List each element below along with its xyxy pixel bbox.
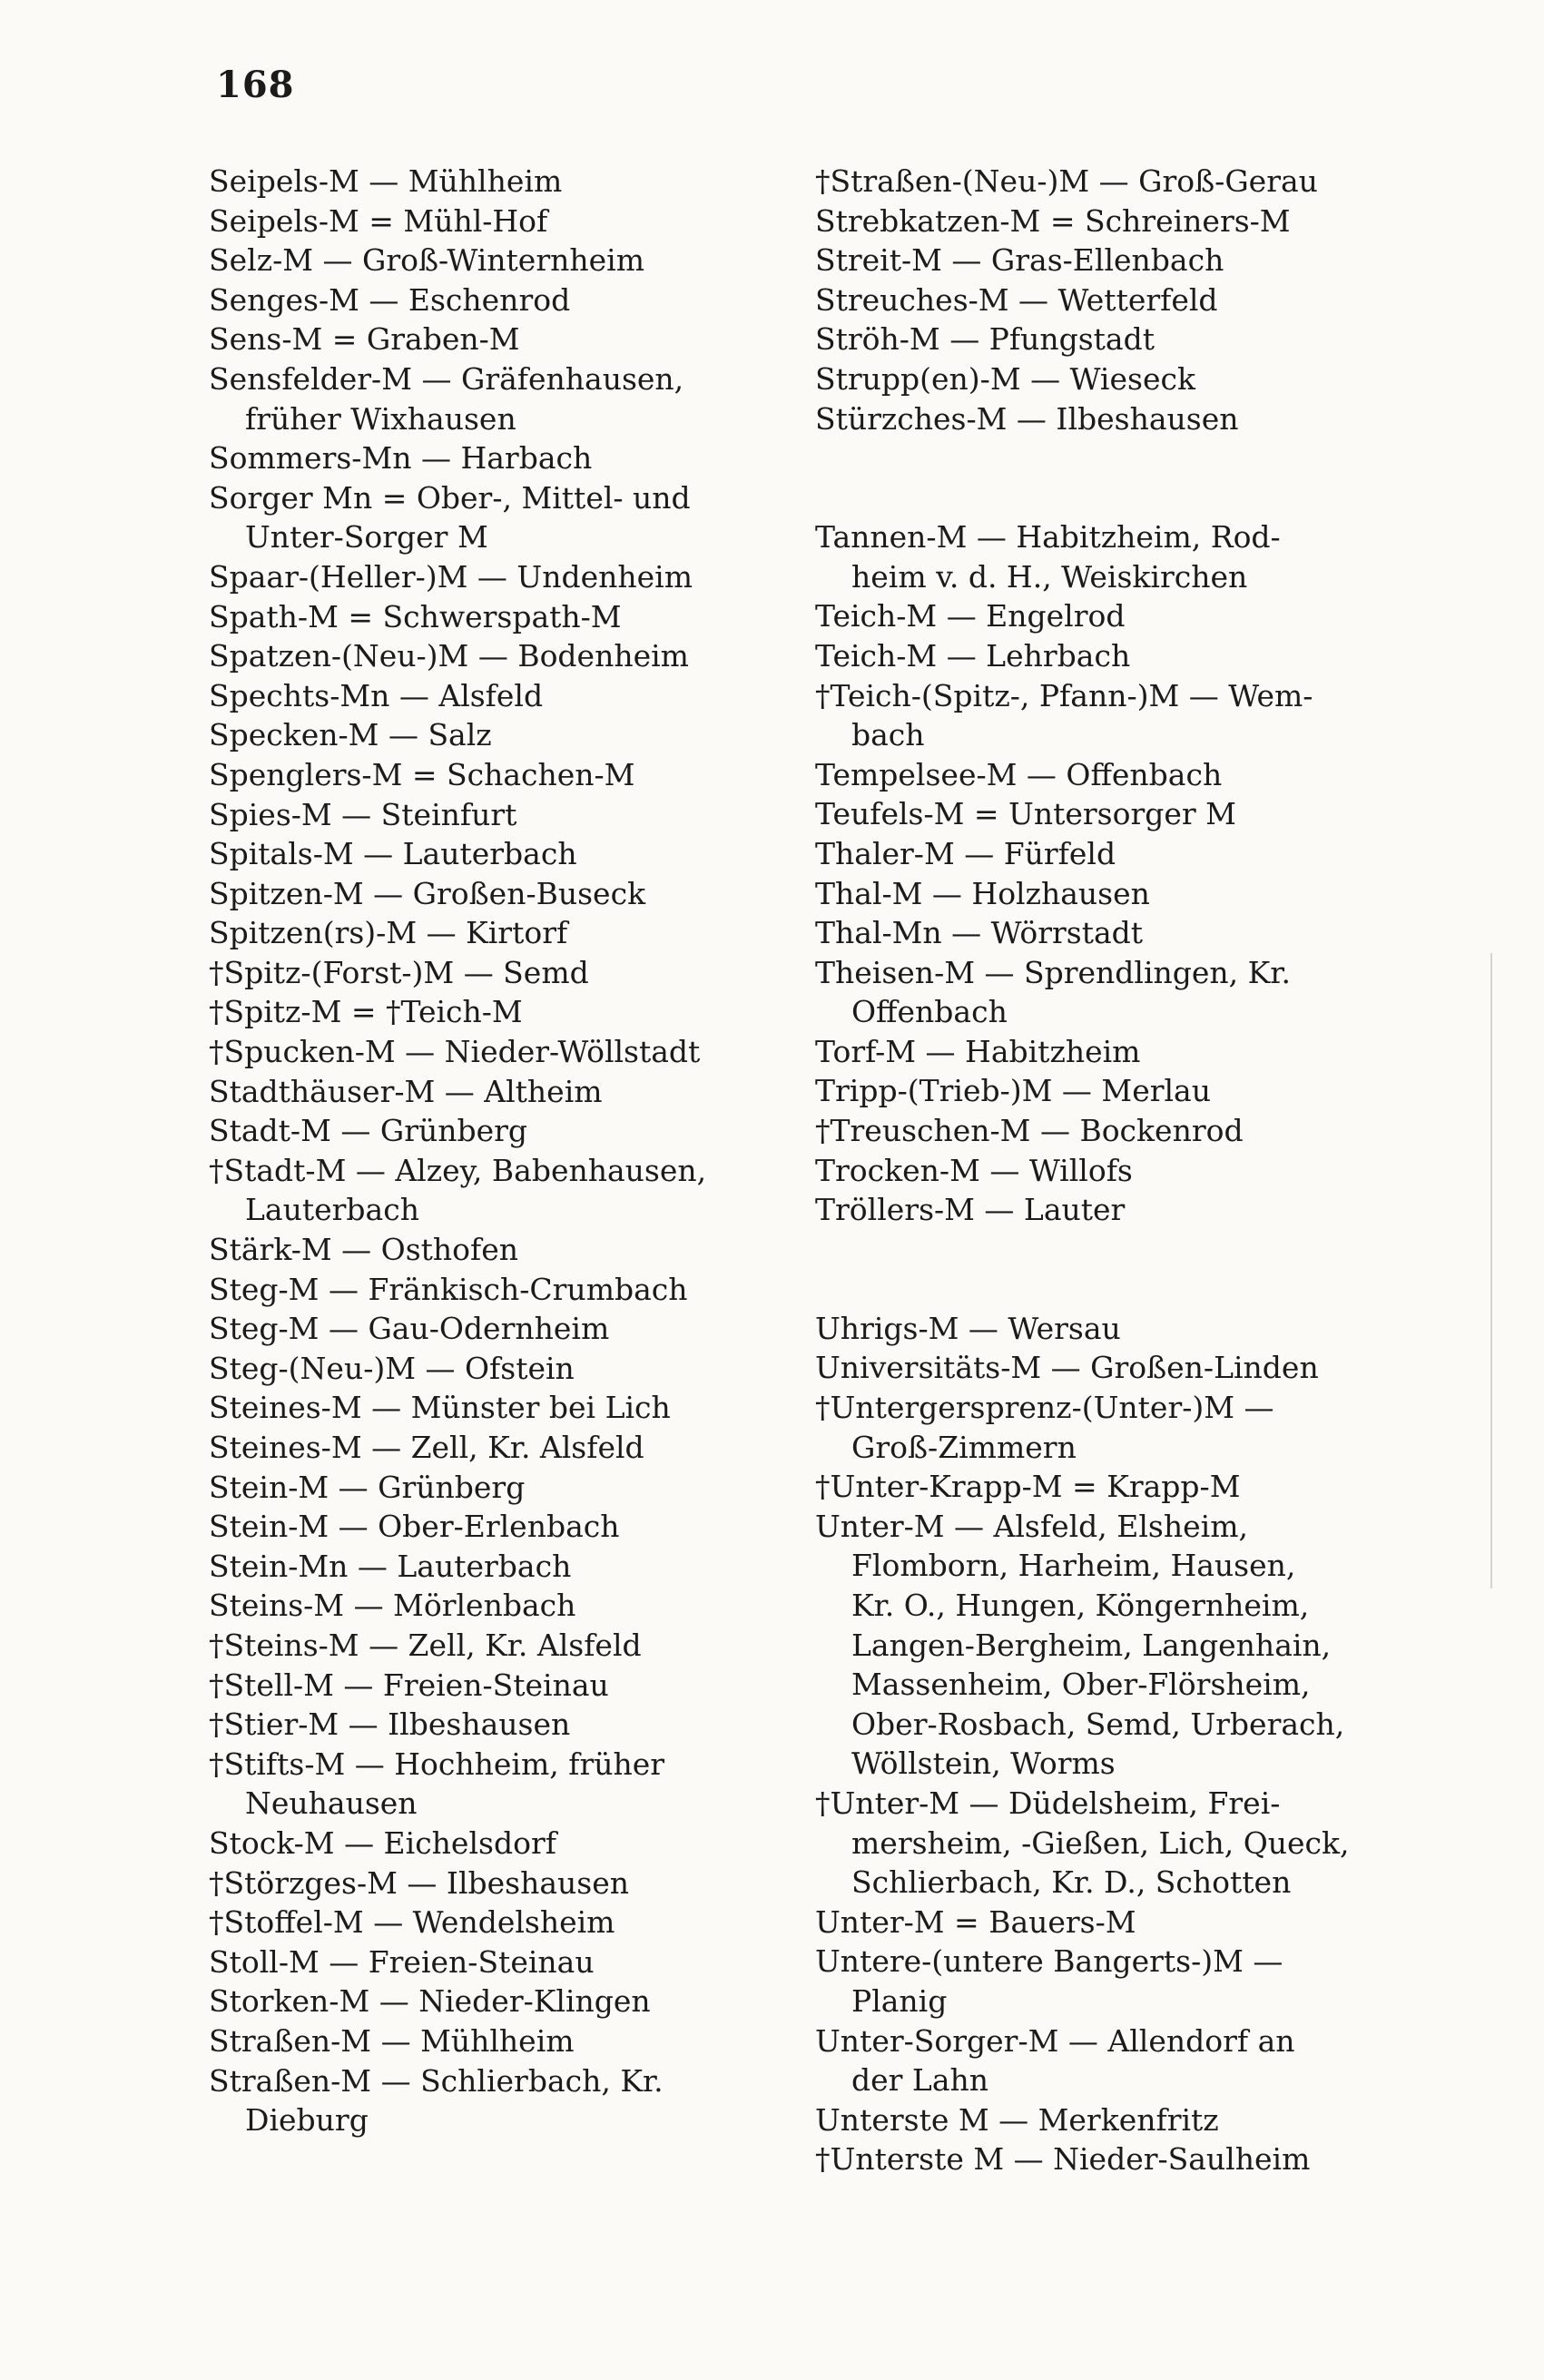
dictionary-entry: †Stell-M — Freien-Steinau — [209, 1667, 609, 1703]
dictionary-entry: Unter-M — Alsfeld, Elsheim, — [815, 1508, 1248, 1544]
left-column — [209, 162, 772, 2140]
dictionary-entry: †Stifts-M — Hochheim, früher — [209, 1746, 665, 1782]
dictionary-entry: Steg-(Neu-)M — Ofstein — [209, 1350, 575, 1386]
dictionary-entry: Straßen-M — Mühlheim — [209, 2022, 575, 2059]
dictionary-entry: Streuches-M — Wetterfeld — [815, 281, 1218, 318]
dictionary-entry: Stein-Mn — Lauterbach — [209, 1548, 572, 1584]
dictionary-entry: Spenglers-M = Schachen-M — [209, 756, 635, 792]
dictionary-entry: Stein-M — Ober-Erlenbach — [209, 1509, 620, 1545]
entry-continuation: mersheim, -Gießen, Lich, Queck, — [851, 1824, 1350, 1861]
dictionary-entry: Teich-M — Lehrbach — [815, 637, 1131, 674]
entry-continuation: Massenheim, Ober-Flörsheim, — [851, 1667, 1311, 1703]
entry-continuation: der Lahn — [851, 2062, 989, 2099]
dictionary-entry: Specken-M — Salz — [209, 717, 492, 753]
entry-continuation: heim v. d. H., Weiskirchen — [851, 558, 1248, 595]
entry-continuation: Wöllstein, Worms — [851, 1746, 1116, 1782]
dictionary-entry: †Stadt-M — Alzey, Babenhausen, — [209, 1152, 707, 1188]
dictionary-entry: Spies-M — Steinfurt — [209, 796, 517, 832]
dictionary-entry: Senges-M — Eschenrod — [209, 281, 571, 318]
dictionary-entry: Stadthäuser-M — Altheim — [209, 1073, 603, 1109]
dictionary-entry: Teich-M — Engelrod — [815, 598, 1126, 634]
entry-continuation: Dieburg — [245, 2102, 369, 2139]
dictionary-entry: Tröllers-M — Lauter — [815, 1192, 1126, 1228]
dictionary-entry: Stärk-M — Osthofen — [209, 1232, 519, 1268]
entry-continuation: Lauterbach — [245, 1192, 419, 1228]
dictionary-entry: Thal-M — Holzhausen — [815, 875, 1150, 911]
dictionary-entry: Stein-M — Grünberg — [209, 1469, 526, 1505]
dictionary-entry: Spatzen-(Neu-)M — Bodenheim — [209, 638, 689, 674]
dictionary-entry: †Spucken-M — Nieder-Wöllstadt — [209, 1034, 701, 1070]
dictionary-entry: Spitals-M — Lauterbach — [209, 836, 577, 872]
entry-continuation: Planig — [851, 1982, 948, 2019]
dictionary-entry: Unterste M — Merkenfritz — [815, 2101, 1219, 2138]
group-divider — [815, 1230, 1392, 1309]
dictionary-entry: Torf-M — Habitzheim — [815, 1033, 1141, 1069]
dictionary-entry: Sensfelder-M — Gräfenhausen, — [209, 360, 684, 397]
entry-group-s — [815, 162, 1392, 438]
entry-continuation: bach — [851, 717, 925, 753]
dictionary-entry: Steines-M — Münster bei Lich — [209, 1390, 671, 1426]
dictionary-entry: †Teich-(Spitz-, Pfann-)M — Wem- — [815, 677, 1313, 713]
dictionary-entry: Trocken-M — Willofs — [815, 1152, 1133, 1188]
dictionary-entry: Spechts-Mn — Alsfeld — [209, 677, 544, 713]
entry-continuation: Unter-Sorger M — [245, 519, 488, 556]
entry-continuation: Langen-Bergheim, Langenhain, — [851, 1627, 1332, 1663]
entry-continuation: Flomborn, Harheim, Hausen, — [851, 1548, 1296, 1584]
entry-continuation: Ober-Rosbach, Semd, Urberach, — [851, 1706, 1345, 1742]
dictionary-entry: Universitäts-M — Großen-Linden — [815, 1350, 1319, 1386]
entry-continuation: Neuhausen — [245, 1785, 418, 1822]
dictionary-entry: Steg-M — Fränkisch-Crumbach — [209, 1271, 688, 1307]
dictionary-entry: †Treuschen-M — Bockenrod — [815, 1113, 1244, 1149]
dictionary-entry: Sorger Mn = Ober-, Mittel- und — [209, 479, 691, 516]
dictionary-entry: Steins-M — Mörlenbach — [209, 1588, 576, 1624]
dictionary-entry: Uhrigs-M — Wersau — [815, 1310, 1121, 1346]
dictionary-entry: †Untergersprenz-(Unter-)M — — [815, 1390, 1274, 1426]
dictionary-entry: Storken-M — Nieder-Klingen — [209, 1983, 651, 2020]
entry-continuation: Groß-Zimmern — [851, 1429, 1077, 1465]
dictionary-entry: Untere-(untere Bangerts-)M — — [815, 1943, 1283, 1980]
dictionary-entry: Spath-M = Schwerspath-M — [209, 598, 622, 634]
dictionary-entry: Seipels-M = Mühl-Hof — [209, 202, 548, 239]
entry-continuation: Schlierbach, Kr. D., Schotten — [851, 1864, 1292, 1901]
dictionary-entry: Tripp-(Trieb-)M — Merlau — [815, 1073, 1211, 1109]
page-number: 168 — [216, 64, 295, 106]
dictionary-entry: Sommers-Mn — Harbach — [209, 440, 593, 477]
entry-group-u — [815, 1309, 1392, 2179]
dictionary-entry: Thal-Mn — Wörrstadt — [815, 915, 1144, 951]
entry-group-t — [815, 517, 1392, 1230]
dictionary-entry: †Stoffel-M — Wendelsheim — [209, 1904, 615, 1941]
dictionary-entry: †Unter-Krapp-M = Krapp-M — [815, 1469, 1241, 1505]
dictionary-entry: Stürzches-M — Ilbeshausen — [815, 400, 1239, 437]
dictionary-entry: Steg-M — Gau-Odernheim — [209, 1311, 610, 1347]
dictionary-entry: Spaar-(Heller-)M — Undenheim — [209, 558, 693, 595]
dictionary-entry: †Straßen-(Neu-)M — Groß-Gerau — [815, 163, 1318, 199]
entry-continuation: früher Wixhausen — [245, 400, 516, 437]
dictionary-entry: Selz-M — Groß-Winternheim — [209, 242, 644, 279]
dictionary-entry: Spitzen-M — Großen-Buseck — [209, 875, 646, 911]
dictionary-entry: Sens-M = Graben-M — [209, 321, 520, 358]
dictionary-entry: Stoll-M — Freien-Steinau — [209, 1943, 595, 1980]
dictionary-entry: Spitzen(rs)-M — Kirtorf — [209, 915, 568, 951]
dictionary-entry: Streit-M — Gras-Ellenbach — [815, 242, 1224, 279]
dictionary-entry: Strebkatzen-M = Schreiners-M — [815, 202, 1291, 239]
dictionary-entry: †Unterste M — Nieder-Saulheim — [815, 2141, 1311, 2178]
right-column — [815, 162, 1392, 2179]
dictionary-entry: †Stier-M — Ilbeshausen — [209, 1706, 571, 1743]
dictionary-entry: Straßen-M — Schlierbach, Kr. — [209, 2062, 664, 2099]
dictionary-entry: †Spitz-(Forst-)M — Semd — [209, 954, 589, 990]
dictionary-entry: Teufels-M = Untersorger M — [815, 796, 1236, 832]
dictionary-entry: †Spitz-M = †Teich-M — [209, 994, 523, 1030]
dictionary-entry: †Unter-M — Düdelsheim, Frei- — [815, 1785, 1281, 1821]
dictionary-entry: Stock-M — Eichelsdorf — [209, 1824, 556, 1861]
dictionary-entry: Stadt-M — Grünberg — [209, 1113, 528, 1149]
dictionary-entry: Steines-M — Zell, Kr. Alsfeld — [209, 1430, 644, 1465]
dictionary-entry: Ströh-M — Pfungstadt — [815, 321, 1155, 358]
dictionary-entry: Unter-Sorger-M — Allendorf an — [815, 2022, 1295, 2059]
page-edge-line — [1490, 953, 1492, 1588]
dictionary-entry: Strupp(en)-M — Wieseck — [815, 360, 1195, 397]
dictionary-entry: Tannen-M — Habitzheim, Rod- — [815, 519, 1281, 556]
dictionary-entry: †Störzges-M — Ilbeshausen — [209, 1864, 629, 1901]
dictionary-entry: Tempelsee-M — Offenbach — [815, 756, 1223, 792]
dictionary-entry: Thaler-M — Fürfeld — [815, 835, 1116, 871]
dictionary-entry: Seipels-M — Mühlheim — [209, 163, 563, 199]
dictionary-entry: †Steins-M — Zell, Kr. Alsfeld — [209, 1627, 642, 1663]
group-divider — [815, 438, 1392, 517]
dictionary-entry: Unter-M = Bauers-M — [815, 1903, 1136, 1940]
entry-continuation: Offenbach — [851, 994, 1008, 1030]
entry-continuation: Kr. O., Hungen, Köngernheim, — [851, 1588, 1310, 1623]
dictionary-entry: Theisen-M — Sprendlingen, Kr. — [815, 954, 1291, 990]
